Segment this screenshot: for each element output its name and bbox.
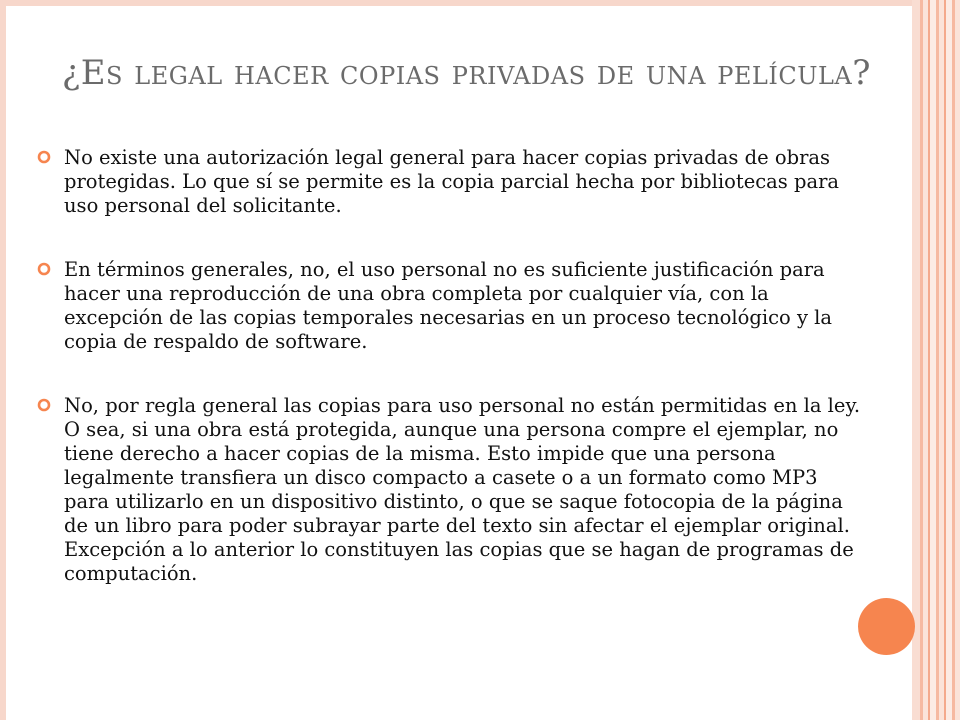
- bullet-text: No existe una autorización legal general para hacer copias privadas de obras protegidas. Lo que sí se permite es la copia parcial hecha por bibliotecas para uso personal del solicitante.: [64, 146, 840, 217]
- frame-top-border: [0, 0, 920, 6]
- bullet-circle-icon: [37, 150, 51, 164]
- bullet-item-3: [34, 394, 864, 586]
- bullet-item-1: [34, 146, 864, 218]
- decorative-stripes: [920, 0, 960, 720]
- bullet-text: En términos generales, no, el uso personal no es suficiente justificación para hacer una reproducción de una obra completa por cualquier vía, con la excepción de las copias temporales necesarias en un proceso tecnológico y la copia de respaldo de software.: [64, 258, 833, 353]
- bullet-circle-icon: [37, 262, 51, 276]
- bullet-list: [34, 146, 864, 586]
- slide-title: ¿Es legal hacer copias privadas de una película?: [62, 53, 871, 93]
- decorative-orange-circle: [858, 598, 915, 655]
- bullet-text: No, por regla general las copias para uso personal no están permitidas en la ley. O sea, si una obra está protegida, aunque una persona compre el ejemplar, no tiene derecho a hacer copias de la misma. Esto impide que una persona legalmente transfiera un disco compacto a casete o a un formato como MP3 para utilizarlo en un dispositivo distinto, o que se saque fotocopia de la página de un libro para poder subrayar parte del texto sin afectar el ejemplar original. Excepción a lo anterior lo constituyen las copias que se hagan de programas de computación.: [64, 394, 861, 585]
- bullet-circle-icon: [37, 398, 51, 412]
- frame-left-border: [0, 0, 6, 720]
- frame-right-border: [912, 0, 920, 720]
- bullet-item-2: [34, 258, 864, 354]
